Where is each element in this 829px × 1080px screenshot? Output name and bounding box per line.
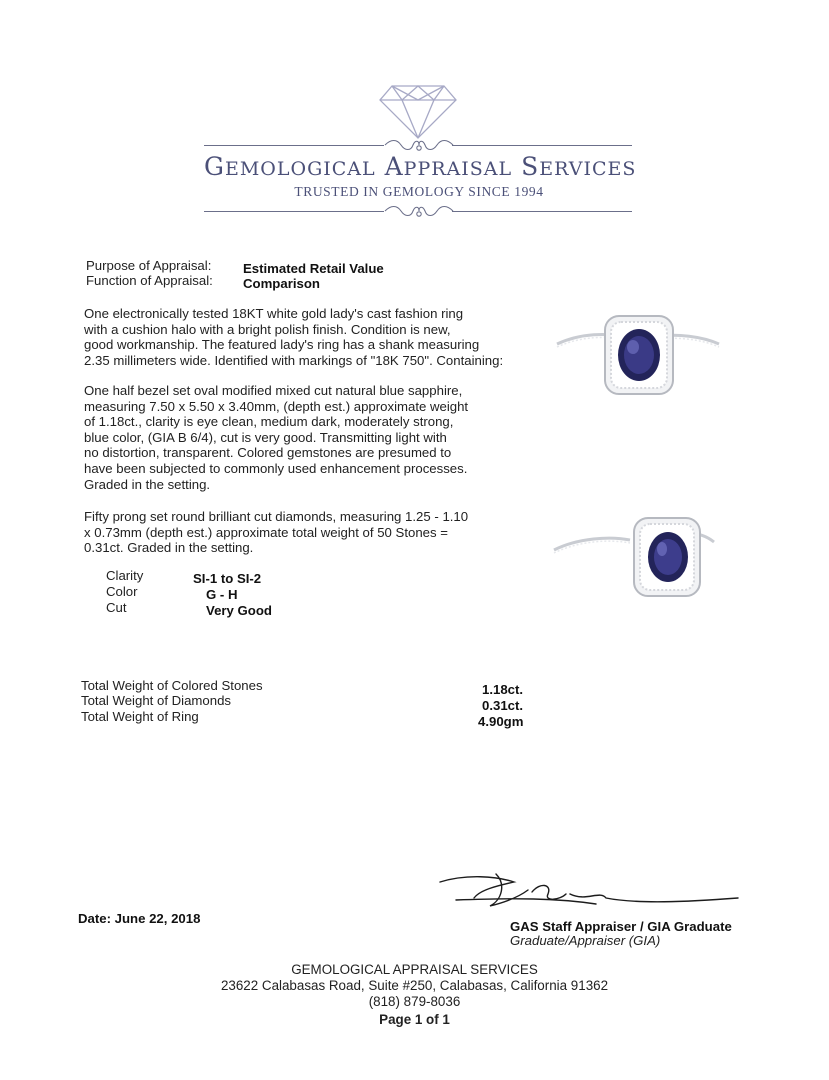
total-value: 0.31ct. [482, 698, 524, 713]
footer-phone: (818) 879-8036 [368, 994, 461, 1009]
company-name: GEMOLOGICAL APPRAISAL SERVICES [204, 152, 637, 181]
ring-photo-bottom [550, 512, 720, 602]
function-label: Function of Appraisal: [86, 273, 213, 288]
company-tagline: TRUSTED IN GEMOLOGY SINCE 1994 [294, 184, 544, 199]
total-value: 1.18ct. [482, 682, 524, 697]
appraiser-title: GAS Staff Appraiser / GIA Graduate [510, 919, 732, 934]
header-top-rule [204, 145, 384, 146]
grading-label: Color [106, 584, 138, 599]
grading-value: Very Good [206, 603, 272, 618]
total-label: Total Weight of Ring [81, 709, 199, 724]
appraiser-signature [436, 868, 746, 918]
ornament-swirl-icon [383, 203, 455, 219]
grading-label: Clarity [106, 568, 144, 583]
grading-label: Cut [106, 600, 127, 615]
appraiser-subtitle: Graduate/Appraiser (GIA) [510, 933, 661, 948]
total-value: 4.90gm [478, 714, 524, 729]
total-label: Total Weight of Colored Stones [81, 678, 263, 693]
purpose-label: Purpose of Appraisal: [86, 258, 212, 273]
total-label: Total Weight of Diamonds [81, 693, 232, 708]
header-bottom-rule [452, 211, 632, 212]
header-top-rule [452, 145, 632, 146]
grading-value: SI-1 to SI-2 [193, 571, 262, 586]
header-bottom-rule [204, 211, 384, 212]
grading-value: G - H [206, 587, 238, 602]
appraisal-date: Date: June 22, 2018 [78, 911, 201, 926]
function-value: Comparison [243, 276, 320, 291]
footer-address: 23622 Calabasas Road, Suite #250, Calabasas, California 91362 [220, 978, 609, 993]
purpose-value: Estimated Retail Value [243, 261, 384, 276]
ornament-swirl-icon [383, 137, 455, 153]
ring-description: One electronically tested 18KT white gold lady's cast fashion ring with a cushion halo with a bright polish finish. Condition is new, good workmanship. The featured lady's ring has a shank measuring 2.35 millimeters wide. Identified with markings of "18K 750". Containing: [84, 306, 504, 368]
footer-company: GEMOLOGICAL APPRAISAL SERVICES [291, 962, 538, 977]
page-number: Page 1 of 1 [379, 1012, 450, 1027]
diamonds-description: Fifty prong set round brilliant cut diamonds, measuring 1.25 - 1.10 x 0.73mm (depth est.) approximate total weight of 50 Stones = 0.31ct. Graded in the setting. [84, 509, 469, 556]
sapphire-description: One half bezel set oval modified mixed cut natural blue sapphire, measuring 7.50 x 5.50 x 3.40mm, (depth est.) approximate weight of 1.18ct., clarity is eye clean, medium dark, moderately strong, blue color, (GIA B 6/4), cut is very good. Transmitting light with no distortion, transparent. Colored gemstones are presumed to have been subjected to commonly used enhancement processes. Graded in the setting. [84, 383, 469, 492]
diamond-logo-icon [378, 84, 458, 140]
ring-photo-top [553, 312, 723, 402]
